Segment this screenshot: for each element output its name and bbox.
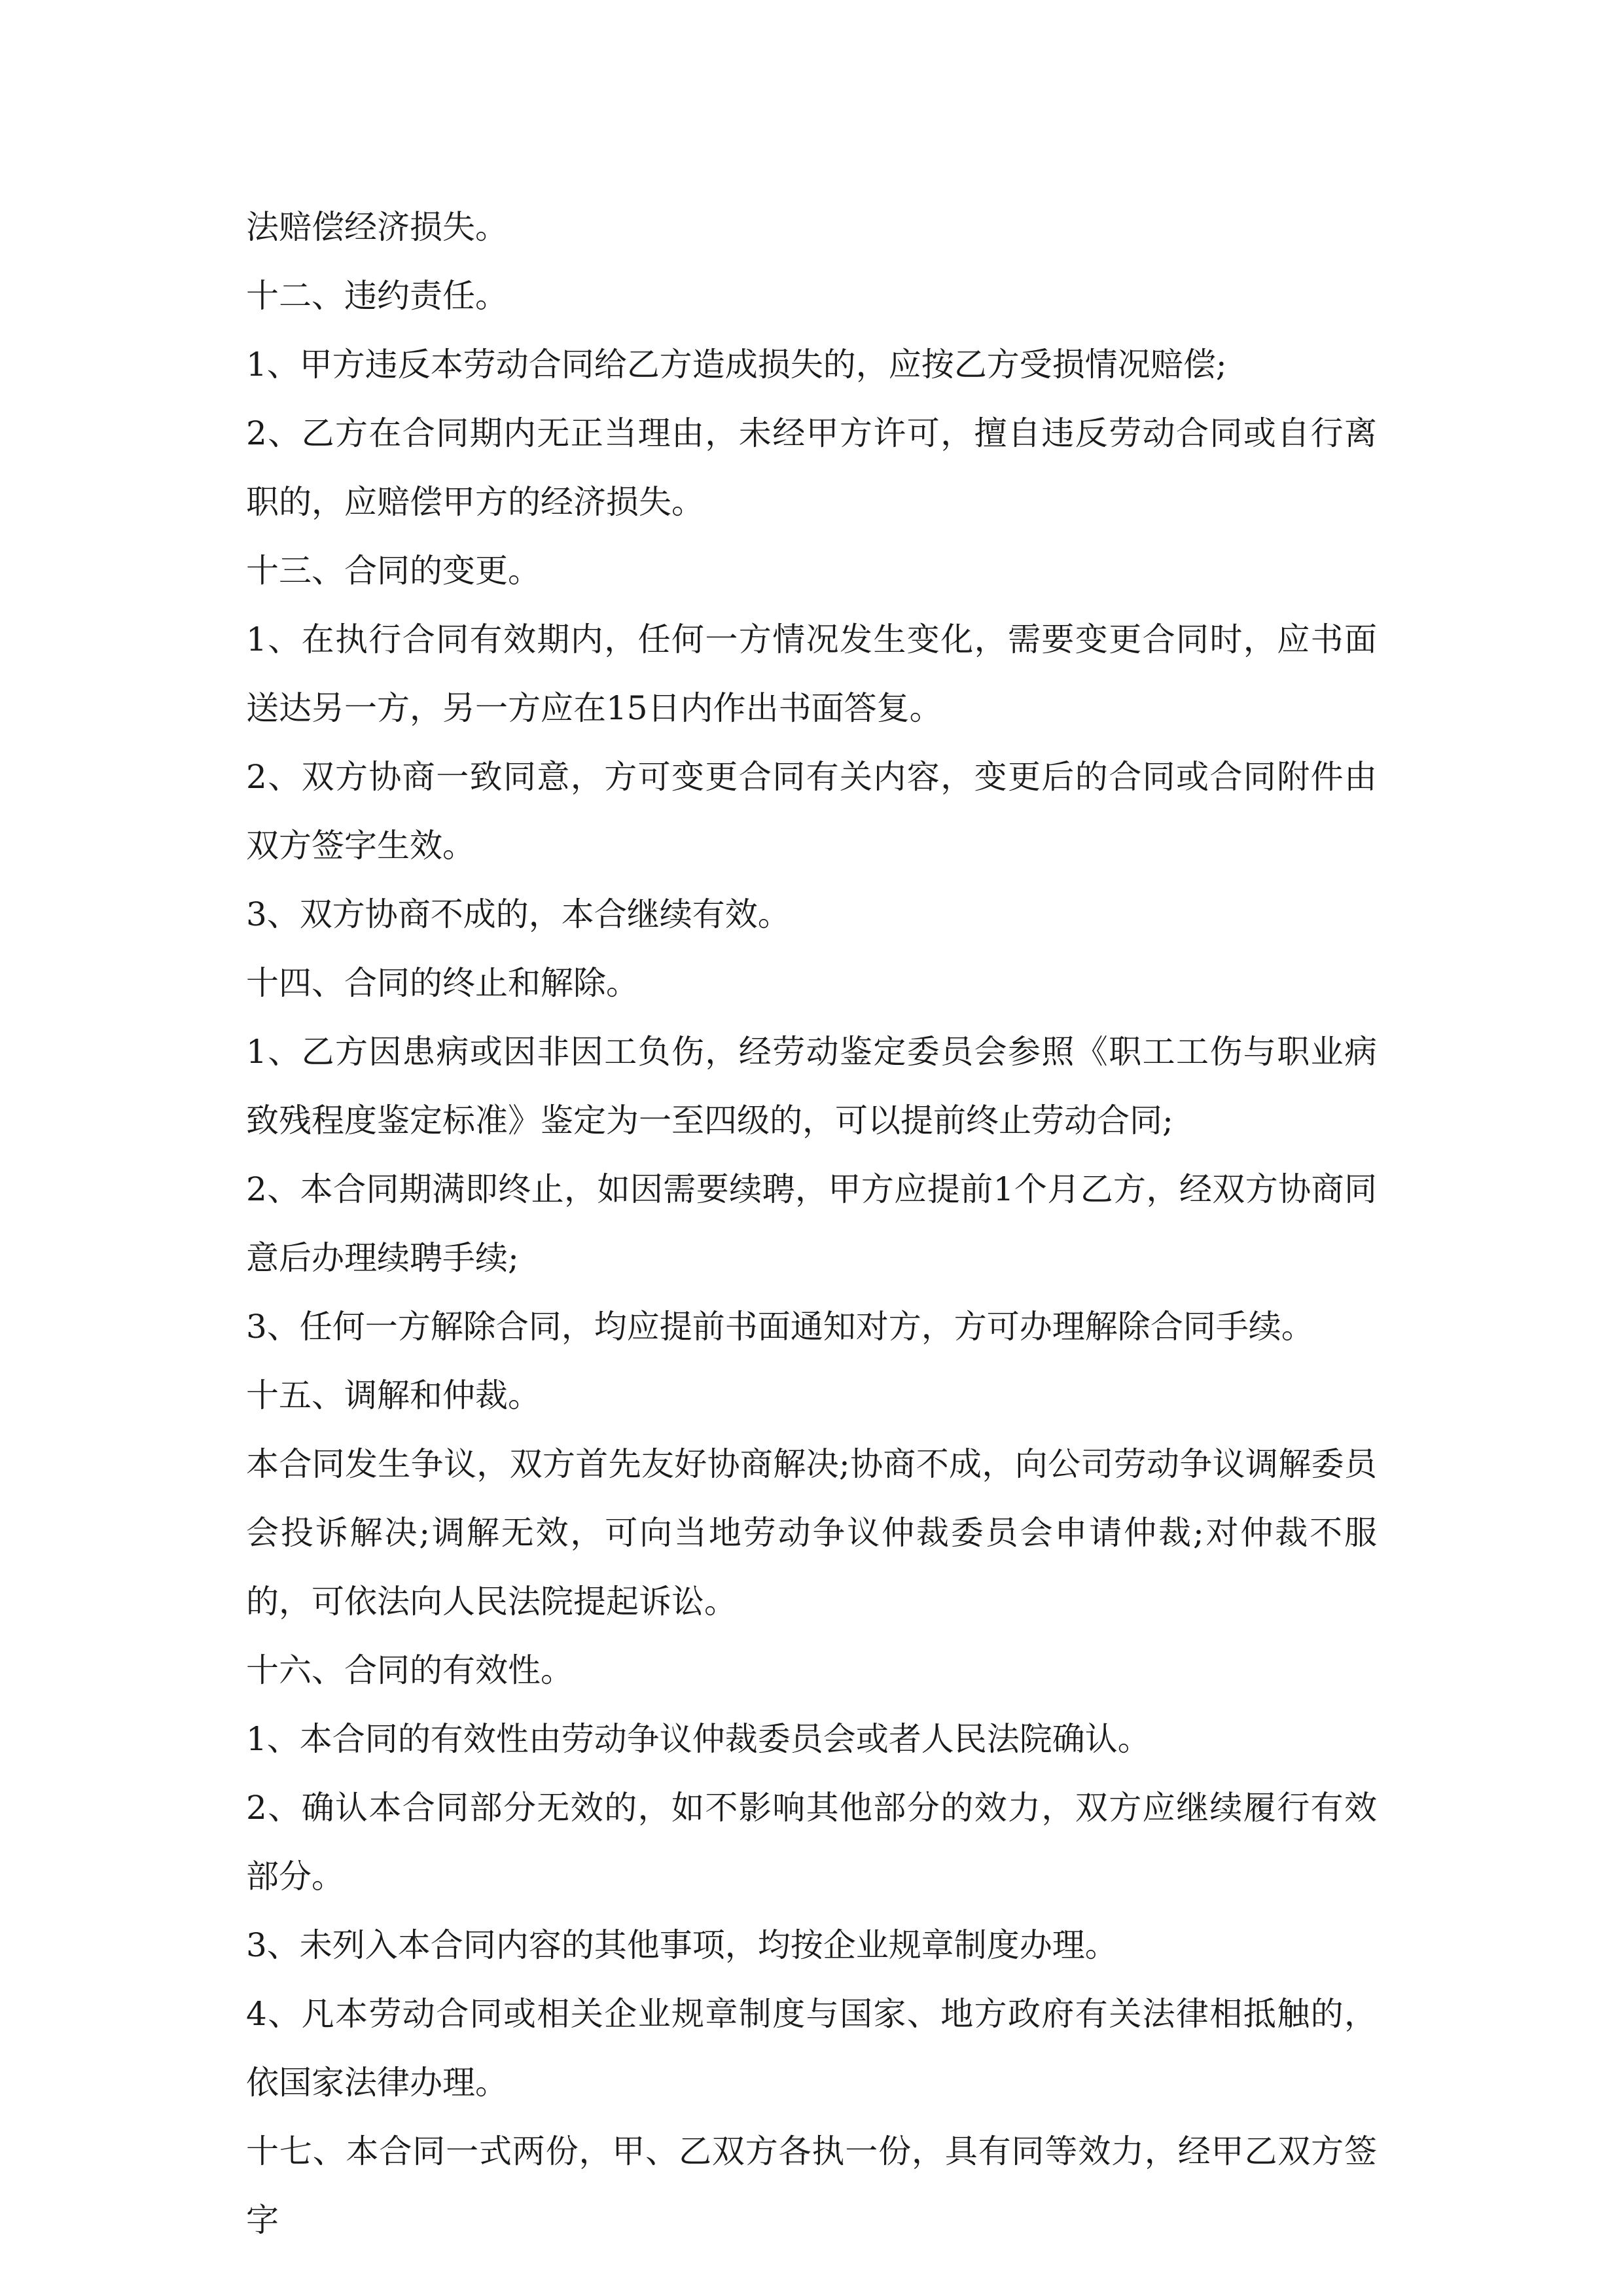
clause-14-2: 2、本合同期满即终止，如因需要续聘，甲方应提前1个月乙方，经双方协商同意后办理续聘手续; (246, 1170, 1377, 1277)
heading-15-mediation-arbitration: 十五、调解和仲裁。 (246, 1376, 541, 1414)
paragraph-compensation-end: 法赔偿经济损失。 (246, 208, 508, 246)
clause-16-4: 4、凡本劳动合同或相关企业规章制度与国家、地方政府有关法律相抵触的，依国家法律办理。 (246, 1995, 1377, 2102)
clause-12-1: 1、甲方违反本劳动合同给乙方造成损失的，应按乙方受损情况赔偿; (246, 346, 1227, 384)
clause-12-2: 2、乙方在合同期内无正当理由，未经甲方许可，擅自违反劳动合同或自行离职的，应赔偿甲方的经济损失。 (246, 414, 1377, 521)
heading-16-validity: 十六、合同的有效性。 (246, 1651, 573, 1689)
heading-12-breach-liability: 十二、违约责任。 (246, 277, 508, 315)
clause-16-1: 1、本合同的有效性由劳动争议仲裁委员会或者人民法院确认。 (246, 1720, 1150, 1758)
heading-14-termination: 十四、合同的终止和解除。 (246, 964, 639, 1002)
clause-16-2: 2、确认本合同部分无效的，如不影响其他部分的效力，双方应继续履行有效部分。 (246, 1789, 1377, 1895)
clause-13-2: 2、双方协商一致同意，方可变更合同有关内容，变更后的合同或合同附件由双方签字生效。 (246, 758, 1377, 865)
heading-13-contract-change: 十三、合同的变更。 (246, 552, 541, 590)
clause-14-1: 1、乙方因患病或因非因工负伤，经劳动鉴定委员会参照《职工工伤与职业病致残程度鉴定标准》鉴定为一至四级的，可以提前终止劳动合同; (246, 1033, 1377, 1139)
heading-17-copies: 十七、本合同一式两份，甲、乙双方各执一份，具有同等效力，经甲乙双方签字 (246, 2132, 1377, 2239)
clause-15-body: 本合同发生争议，双方首先友好协商解决;协商不成，向公司劳动争议调解委员会投诉解决;调解无效，可向当地劳动争议仲裁委员会申请仲裁;对仲裁不服的，可依法向人民法院提起诉讼。 (246, 1445, 1377, 1621)
clause-13-3: 3、双方协商不成的，本合继续有效。 (246, 895, 791, 933)
document-body (246, 193, 1377, 2255)
clause-14-3: 3、任何一方解除合同，均应提前书面通知对方，方可办理解除合同手续。 (246, 1308, 1314, 1346)
clause-13-1: 1、在执行合同有效期内，任何一方情况发生变化，需要变更合同时，应书面送达另一方，另一方应在15日内作出书面答复。 (246, 620, 1377, 727)
clause-16-3: 3、未列入本合同内容的其他事项，均按企业规章制度办理。 (246, 1926, 1118, 1964)
